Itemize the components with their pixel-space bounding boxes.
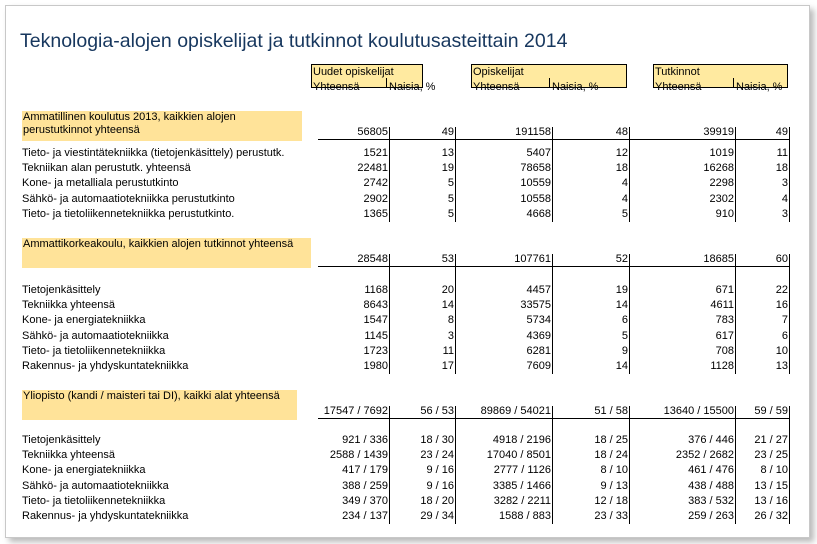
table-row-label: Rakennus- ja yhdyskuntatekniikka <box>22 510 189 522</box>
table-row-label: Tieto- ja tietoliikennetekniikka <box>22 344 166 357</box>
table-cell: 1547 <box>363 314 388 327</box>
table-cell: 2302 <box>709 192 734 205</box>
table-row-label: Tietojenkäsittely <box>22 434 101 446</box>
table-cell: 1168 <box>364 284 388 296</box>
table-cell: 2588 / 1439 <box>329 449 388 462</box>
column-separator <box>389 406 390 524</box>
table-cell: 33575 <box>520 299 551 312</box>
section-total-value: 48 <box>615 126 628 138</box>
table-cell: 16268 <box>703 162 734 175</box>
table-cell: 23 / 24 <box>420 449 454 462</box>
table-cell: 5 <box>621 207 628 220</box>
table-cell: 17040 / 8501 <box>486 449 551 462</box>
column-sub-total: Yhteensä <box>473 81 520 93</box>
column-sub-women: Naisia, % <box>389 81 436 93</box>
table-cell: 6 <box>621 314 628 327</box>
column-separator <box>629 127 630 222</box>
table-cell: 7 <box>781 314 788 327</box>
column-separator <box>629 406 630 524</box>
table-cell: 1588 / 883 <box>499 510 551 522</box>
section-header: Yliopisto (kandi / maisteri tai DI), kaikki alat yhteensä <box>22 390 297 420</box>
column-separator <box>455 127 456 222</box>
table-cell: 6 <box>781 329 788 342</box>
table-cell: 23 / 33 <box>594 510 628 522</box>
table-cell: 18 <box>615 162 628 175</box>
page-title: Teknologia-alojen opiskelijat ja tutkinnot koulutusasteittain 2014 <box>20 30 568 52</box>
table-cell: 2742 <box>363 177 388 190</box>
section-total-value: 52 <box>615 253 628 265</box>
table-cell: 11 <box>776 147 788 159</box>
table-cell: 10 <box>775 344 788 357</box>
table-cell: 461 / 476 <box>688 464 734 477</box>
table-cell: 9 <box>621 344 628 357</box>
table-cell: 8 <box>447 314 454 327</box>
table-cell: 13 <box>441 147 454 159</box>
table-cell: 21 / 27 <box>754 434 788 446</box>
section-total-value: 89869 / 54021 <box>480 405 551 417</box>
table-cell: 1128 <box>710 360 734 372</box>
column-sub-women: Naisia, % <box>736 81 783 93</box>
total-underline <box>318 266 789 267</box>
section-total-value: 60 <box>775 253 788 265</box>
table-cell: 5 <box>447 192 454 205</box>
section-total-value: 53 <box>441 253 454 265</box>
column-separator <box>552 254 553 374</box>
table-cell: 383 / 532 <box>688 494 734 507</box>
column-group-title: Tutkinnot <box>655 66 700 78</box>
table-cell: 708 <box>715 344 734 357</box>
table-row-label: Rakennus- ja yhdyskuntatekniikka <box>22 360 189 372</box>
table-cell: 4 <box>621 177 628 190</box>
table-cell: 3 <box>781 207 788 220</box>
column-separator <box>735 406 736 524</box>
table-cell: 29 / 34 <box>420 510 454 522</box>
section-total-value: 59 / 59 <box>754 405 788 417</box>
table-cell: 3385 / 1466 <box>492 479 551 492</box>
section-total-value: 191158 <box>515 126 551 138</box>
column-sub-total: Yhteensä <box>313 81 360 93</box>
table-cell: 18 <box>775 162 788 175</box>
table-cell: 376 / 446 <box>688 434 734 446</box>
table-cell: 1019 <box>709 147 734 159</box>
table-cell: 10558 <box>520 192 551 205</box>
column-separator <box>735 254 736 374</box>
table-cell: 18 / 25 <box>594 434 628 446</box>
table-cell: 1723 <box>363 344 388 357</box>
column-group-title: Opiskelijat <box>473 66 524 78</box>
table-cell: 14 <box>441 299 454 312</box>
table-cell: 4 <box>621 192 628 205</box>
table-cell: 3282 / 2211 <box>493 494 551 507</box>
section-header: Ammatillinen koulutus 2013, kaikkien alojen perustutkinnot yhteensä <box>22 111 302 141</box>
section-total-value: 49 <box>441 126 454 138</box>
column-sub-total: Yhteensä <box>655 81 702 93</box>
section-total-value: 107761 <box>514 253 551 265</box>
column-separator <box>455 254 456 374</box>
section-total-value: 17547 / 7692 <box>323 405 388 417</box>
table-cell: 4457 <box>526 284 551 296</box>
column-separator <box>389 254 390 374</box>
column-divider <box>386 78 387 88</box>
table-cell: 1980 <box>363 360 388 372</box>
column-separator <box>789 127 790 222</box>
column-separator <box>455 406 456 524</box>
table-cell: 1145 <box>364 329 388 342</box>
column-divider <box>549 78 550 88</box>
table-cell: 7609 <box>526 360 551 372</box>
table-cell: 10559 <box>520 177 551 190</box>
section-total-value: 18685 <box>703 253 734 265</box>
table-cell: 4918 / 2196 <box>492 434 551 446</box>
table-cell: 2352 / 2682 <box>675 449 734 462</box>
section-total-value: 49 <box>775 126 788 138</box>
table-cell: 13 <box>775 360 788 372</box>
table-cell: 9 / 16 <box>426 479 454 492</box>
table-row-label: Tekniikka yhteensä <box>22 449 115 462</box>
table-cell: 5407 <box>526 147 551 159</box>
table-cell: 2777 / 1126 <box>493 464 551 477</box>
table-cell: 5734 <box>526 314 551 327</box>
section-total-value: 13640 / 15500 <box>663 405 734 417</box>
table-row-label: Sähkö- ja automaatiotekniikka <box>22 479 169 492</box>
table-cell: 2902 <box>363 192 388 205</box>
table-row-label: Tekniikan alan perustutk. yhteensä <box>22 162 191 175</box>
table-cell: 259 / 263 <box>688 510 734 522</box>
table-cell: 6281 <box>526 344 551 357</box>
section-total-value: 56 / 53 <box>420 405 454 417</box>
section-total-value: 51 / 58 <box>594 405 628 417</box>
table-cell: 8 / 10 <box>600 464 628 477</box>
section-total-value: 39919 <box>703 126 734 138</box>
table-row-label: Tieto- ja viestintätekniikka (tietojenkäsittely) perustutk. <box>22 147 285 159</box>
table-cell: 9 / 16 <box>426 464 454 477</box>
section-total-value: 28548 <box>357 253 388 265</box>
table-cell: 18 / 24 <box>594 449 628 462</box>
table-cell: 4668 <box>526 207 551 220</box>
table-cell: 13 / 15 <box>754 479 788 492</box>
table-cell: 26 / 32 <box>754 510 788 522</box>
table-cell: 18 / 20 <box>420 494 454 507</box>
table-cell: 14 <box>615 299 628 312</box>
table-cell: 16 <box>775 299 788 312</box>
table-cell: 9 / 13 <box>600 479 628 492</box>
table-cell: 4 <box>781 192 788 205</box>
table-cell: 783 <box>715 314 734 327</box>
table-cell: 3 <box>447 329 454 342</box>
table-row-label: Sähkö- ja automaatiotekniikka <box>22 329 169 342</box>
table-cell: 2298 <box>709 177 734 190</box>
table-cell: 5 <box>447 207 454 220</box>
total-underline <box>318 139 789 140</box>
table-cell: 1365 <box>363 207 388 220</box>
table-cell: 3 <box>781 177 788 190</box>
table-cell: 78658 <box>520 162 551 175</box>
table-cell: 910 <box>715 207 734 220</box>
table-row-label: Tieto- ja tietoliikennetekniikka perustutkinto. <box>22 207 235 220</box>
table-cell: 5 <box>447 177 454 190</box>
table-cell: 22481 <box>357 162 388 175</box>
table-row-label: Kone- ja energiatekniikka <box>22 314 146 327</box>
table-cell: 5 <box>621 329 628 342</box>
table-cell: 349 / 370 <box>342 494 388 507</box>
table-cell: 388 / 259 <box>342 479 388 492</box>
total-underline <box>318 418 789 419</box>
table-cell: 8643 <box>363 299 388 312</box>
table-cell: 921 / 336 <box>342 434 388 446</box>
column-separator <box>552 127 553 222</box>
section-total-value: 56805 <box>357 126 388 138</box>
table-row-label: Sähkö- ja automaatiotekniikka perustutkinto <box>22 192 235 205</box>
table-cell: 617 <box>715 329 734 342</box>
column-group-title: Uudet opiskelijat <box>313 66 394 78</box>
table-cell: 8 / 10 <box>760 464 788 477</box>
table-cell: 23 / 25 <box>754 449 788 462</box>
column-separator <box>629 254 630 374</box>
table-cell: 19 <box>615 284 628 296</box>
column-sub-women: Naisia, % <box>552 81 599 93</box>
column-separator <box>735 127 736 222</box>
section-header: Ammattikorkeakoulu, kaikkien alojen tutkinnot yhteensä <box>22 238 311 268</box>
table-cell: 671 <box>715 284 734 296</box>
column-separator <box>389 127 390 222</box>
table-cell: 19 <box>441 162 454 175</box>
table-cell: 234 / 137 <box>342 510 388 522</box>
table-cell: 12 / 18 <box>594 494 628 507</box>
table-cell: 4611 <box>710 299 734 312</box>
table-cell: 11 <box>442 344 454 357</box>
table-cell: 17 <box>441 360 454 372</box>
table-cell: 438 / 488 <box>688 479 734 492</box>
column-divider <box>733 78 734 88</box>
table-cell: 14 <box>615 360 628 372</box>
table-cell: 22 <box>775 284 788 296</box>
table-cell: 1521 <box>363 147 388 159</box>
column-separator <box>789 406 790 524</box>
table-row-label: Tieto- ja tietoliikennetekniikka <box>22 494 166 507</box>
column-separator <box>552 406 553 524</box>
table-row-label: Kone- ja metalliala perustutkinto <box>22 177 179 190</box>
table-cell: 12 <box>615 147 628 159</box>
table-cell: 18 / 30 <box>420 434 454 446</box>
table-cell: 20 <box>441 284 454 296</box>
table-row-label: Kone- ja energiatekniikka <box>22 464 146 477</box>
table-row-label: Tietojenkäsittely <box>22 284 101 296</box>
table-row-label: Tekniikka yhteensä <box>22 299 115 312</box>
table-cell: 4369 <box>526 329 551 342</box>
column-separator <box>789 254 790 374</box>
table-cell: 417 / 179 <box>342 464 388 477</box>
table-cell: 13 / 16 <box>754 494 788 507</box>
